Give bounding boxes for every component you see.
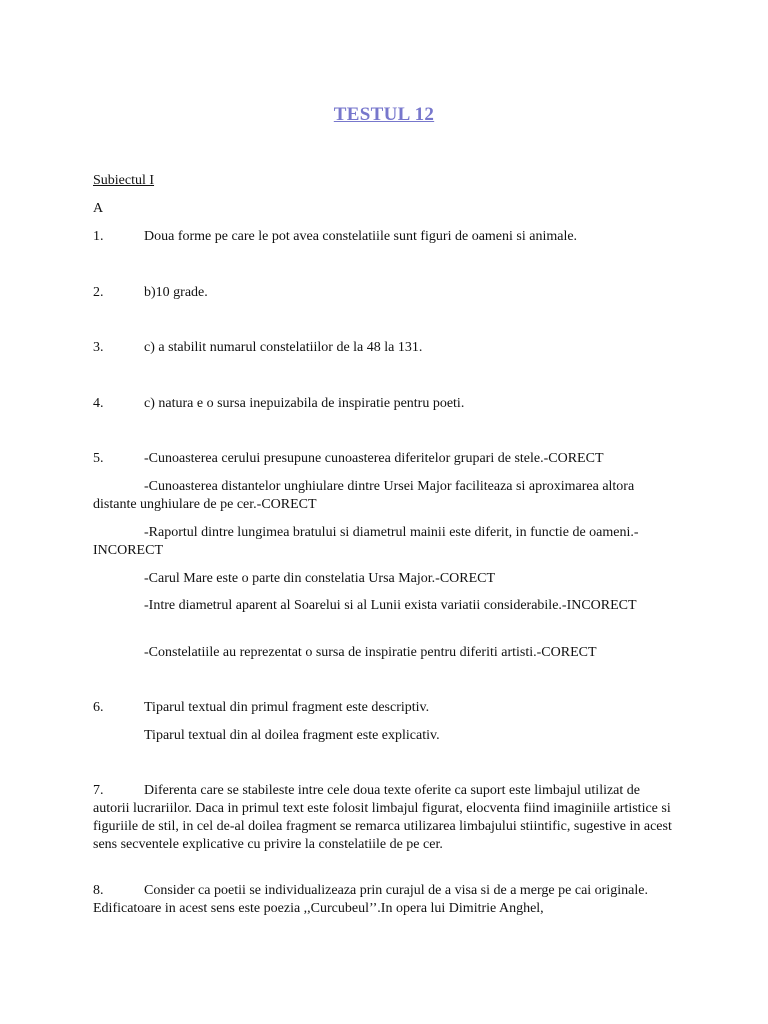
answer-4 [93, 395, 678, 413]
answer-text: Diferenta care se stabileste intre cele doua texte oferite ca suport este limbajul utilizat de autorii lucrariilor. Daca in primul text este folosit limbajul figurat, elocventa fiind imaginiile artistice si figuriile de stil, in cel de-al doilea fragment se remarca utilizarea limbajului stiintific, sugestive in acest sens secventele explicative cu privire la constelatiile de pe cer. [93, 783, 672, 852]
answer-text: c) a stabilit numarul constelatiilor de la 48 la 131. [144, 340, 423, 355]
item-number: 2. [93, 285, 104, 300]
item-number: 5. [93, 451, 104, 466]
answer-5-statement-5: -Intre diametrul aparent al Soarelui si al Lunii exista variatii considerabile.-INCORECT [144, 598, 637, 613]
answer-5-statement-6: -Constelatiile au reprezentat o sursa de inspiratie pentru diferiti artisti.-CORECT [144, 645, 597, 660]
answer-5-statement-4: -Carul Mare este o parte din constelatia Ursa Major.-CORECT [144, 571, 496, 586]
item-number: 6. [93, 700, 104, 715]
item-number: 7. [93, 783, 104, 798]
part-label: A [93, 201, 104, 216]
answer-5-statement-3: -Raportul dintre lungimea bratului si diametrul mainii este diferit, in functie de oameni.-INCORECT [93, 525, 639, 558]
answer-2 [93, 284, 678, 302]
answer-6-line-1 [93, 699, 678, 717]
answer-5-statement-2: -Cunoasterea distantelor unghiulare dintre Ursei Major faciliteaza si aproximarea altora distante unghiulare de pe cer.-CORECT [93, 479, 635, 512]
answer-text: c) natura e o sursa inepuizabila de inspiratie pentru poeti. [144, 396, 465, 411]
section-heading: Subiectul I [93, 173, 155, 188]
answer-6-line-2: Tiparul textual din al doilea fragment este explicativ. [144, 728, 440, 743]
answer-text: b)10 grade. [144, 285, 208, 300]
item-number: 4. [93, 396, 104, 411]
answer-7 [93, 782, 678, 854]
answer-3 [93, 339, 678, 357]
item-number: 3. [93, 340, 104, 355]
item-number: 8. [93, 883, 104, 898]
answer-1 [93, 228, 678, 246]
answer-8 [93, 882, 678, 918]
answer-text: Consider ca poetii se individualizeaza prin curajul de a visa si de a merge pe cai originale. Edificatoare in acest sens este poezia ,,Curcubeul’’.In opera lui Dimitrie Anghel, [93, 883, 648, 916]
answer-text: Tiparul textual din primul fragment este descriptiv. [144, 700, 430, 715]
answer-text: Doua forme pe care le pot avea constelatiile sunt figuri de oameni si animale. [144, 229, 578, 244]
answer-text: -Cunoasterea cerului presupune cunoasterea diferitelor grupari de stele.-CORECT [144, 451, 604, 466]
item-number: 1. [93, 229, 104, 244]
answer-5-statement-1 [93, 450, 678, 468]
document-title: TESTUL 12 [333, 104, 435, 125]
